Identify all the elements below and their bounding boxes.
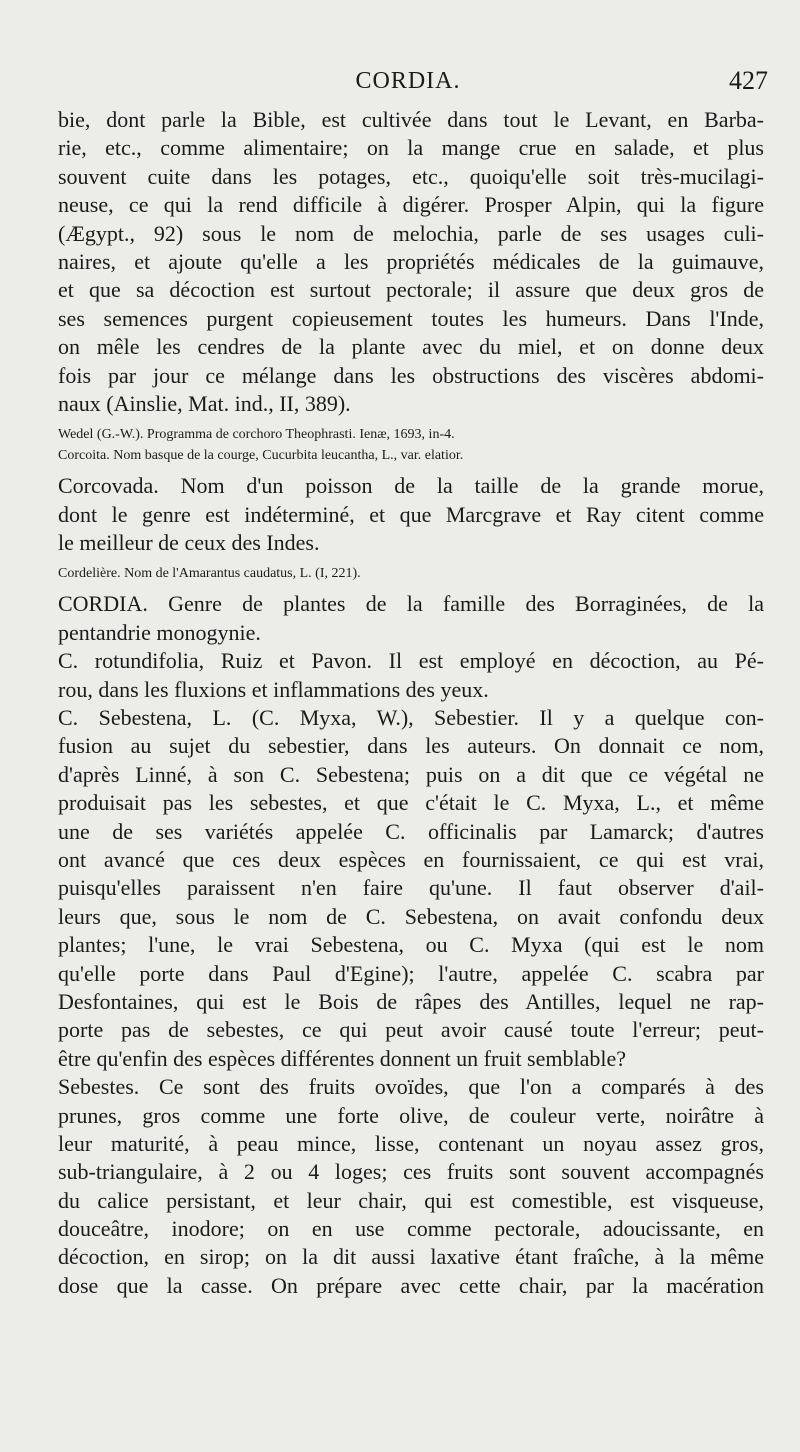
text-line: et que sa décoction est surtout pectorale; il assure que deux gros de [58,277,764,303]
text-line: C. Sebestena, L. (C. Myxa, W.), Sebestier. Il y a quelque con- [58,705,764,731]
text-line: une de ses variétés appelée C. officinalis par Lamarck; d'autres [58,818,764,844]
text-line: décoction, en sirop; on la dit aussi laxative étant fraîche, à la même [58,1244,764,1270]
text-line: naux (Ainslie, Mat. ind., II, 389). [58,390,351,416]
page-number: 427 [729,66,768,95]
text-line: du calice persistant, et leur chair, qui est comestible, est visqueuse, [58,1187,764,1213]
text-line: Corcovada. Nom d'un poisson de la taille de la grande morue, [58,473,764,499]
text-line: ont avancé que ces deux espèces en fournissaient, ce qui est vrai, [58,846,764,872]
entry-sebestena [58,704,764,1073]
text-line: qu'elle porte dans Paul d'Egine); l'autre, appelée C. scabra par [58,960,764,986]
text-line: plantes; l'une, le vrai Sebestena, ou C. Myxa (qui est le nom [58,932,764,958]
text-line: prunes, gros comme une forte olive, de couleur verte, noirâtre à [58,1102,764,1128]
text-line: on mêle les cendres de la plante avec du miel, et on donne deux [58,334,764,360]
text-line: dont le genre est indéterminé, et que Marcgrave et Ray citent comme [58,501,764,527]
note-wedel: Wedel (G.-W.). Programma de corchoro Theophrasti. Ienæ, 1693, in-4. [58,427,455,443]
text-line: dose que la casse. On prépare avec cette chair, par la macération [58,1272,764,1298]
entry-rotundifolia [58,647,764,704]
text-line: produisait pas les sebestes, et que c'était le C. Myxa, L., et même [58,790,764,816]
entry-sebestes [58,1073,764,1300]
text-line: sub-triangulaire, à 2 ou 4 loges; ces fruits sont souvent accompagnés [58,1159,764,1185]
note-corcoita: Corcoita. Nom basque de la courge, Cucurbita leucantha, L., var. elatior. [58,448,464,464]
running-title: CORDIA. [355,68,461,94]
text-line: ses semences purgent copieusement toutes les humeurs. Dans l'Inde, [58,305,764,331]
text-line: (Ægypt., 92) sous le nom de melochia, parle de ses usages culi- [58,220,764,246]
text-line: souvent cuite dans les potages, etc., quoiqu'elle soit très-mucilagi- [58,163,764,189]
note-cordeliere: Cordelière. Nom de l'Amarantus caudatus, L. (I, 221). [58,566,361,582]
text-line: fois par jour ce mélange dans les obstructions des viscères abdomi- [58,362,764,388]
text-block [58,106,764,1300]
text-line: fusion au sujet du sebestier, dans les auteurs. On donnait ce nom, [58,733,764,759]
text-line: C. rotundifolia, Ruiz et Pavon. Il est employé en décoction, au Pé- [58,648,764,674]
text-line: neuse, ce qui la rend difficile à digérer. Prosper Alpin, qui la figure [58,192,764,218]
text-line: CORDIA. Genre de plantes de la famille des Borraginées, de la [58,591,764,617]
paragraph-corchorus-uses [58,106,764,418]
text-line: le meilleur de ceux des Indes. [58,530,320,556]
bibliography-notes [58,424,764,466]
text-line: Sebestes. Ce sont des fruits ovoïdes, que l'on a comparés à des [58,1074,764,1100]
text-line: leurs que, sous le nom de C. Sebestena, on avait confondu deux [58,903,764,929]
text-line: Desfontaines, qui est le Bois de râpes des Antilles, lequel ne rap- [58,988,764,1014]
text-line: d'après Linné, à son C. Sebestena; puis on a dit que ce végétal ne [58,761,764,787]
entry-corcovada [58,472,764,557]
text-line: pentandrie monogynie. [58,619,261,645]
text-line: bie, dont parle la Bible, est cultivée dans tout le Levant, en Barba- [58,107,764,132]
text-line: rou, dans les fluxions et inflammations des yeux. [58,676,489,702]
text-line: puisqu'elles paraissent n'en faire qu'une. Il faut observer d'ail- [58,875,764,901]
running-head [48,66,768,96]
text-line: leur maturité, à peau mince, lisse, contenant un noyau assez gros, [58,1130,764,1156]
text-line: douceâtre, inodore; on en use comme pectorale, adoucissante, en [58,1216,764,1242]
text-line: porte pas de sebestes, ce qui peut avoir causé toute l'erreur; peut- [58,1017,764,1043]
text-line: être qu'enfin des espèces différentes donnent un fruit semblable? [58,1045,627,1071]
entry-cordia [58,590,764,647]
text-line: rie, etc., comme alimentaire; on la mange crue en salade, et plus [58,135,764,161]
text-line: naires, et ajoute qu'elle a les propriétés médicales de la guimauve, [58,248,764,274]
